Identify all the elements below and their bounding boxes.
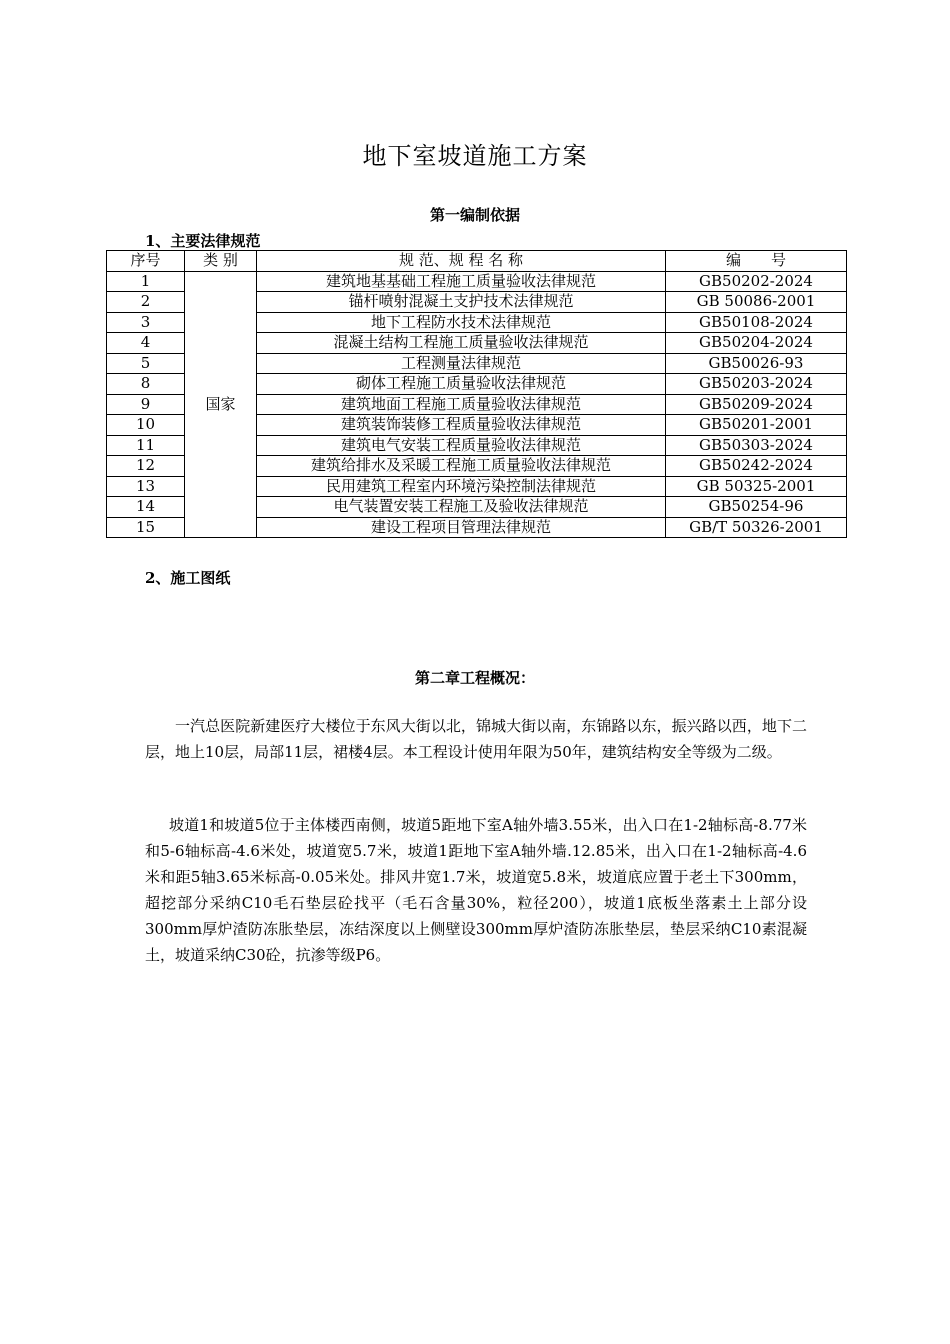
row-number: 14 bbox=[107, 497, 185, 518]
row-number: 10 bbox=[107, 415, 185, 436]
section-1-heading: 1、主要法律规范 bbox=[145, 232, 261, 250]
row-number: 2 bbox=[107, 292, 185, 313]
header-code: 编 号 bbox=[666, 251, 847, 272]
table-body bbox=[107, 271, 847, 538]
regulation-name: 民用建筑工程室内环境污染控制法律规范 bbox=[257, 476, 666, 497]
page-title: 地下室坡道施工方案 bbox=[362, 142, 588, 170]
regulation-name: 工程测量法律规范 bbox=[257, 353, 666, 374]
regulation-code: GB50203-2024 bbox=[666, 374, 847, 395]
regulation-name: 砌体工程施工质量验收法律规范 bbox=[257, 374, 666, 395]
table-header-row bbox=[107, 251, 847, 272]
row-number: 12 bbox=[107, 456, 185, 477]
category-cell: 国家 bbox=[185, 271, 257, 538]
regulation-name: 建筑给排水及采暖工程施工质量验收法律规范 bbox=[257, 456, 666, 477]
section-2-heading: 2、施工图纸 bbox=[145, 569, 231, 587]
row-number: 13 bbox=[107, 476, 185, 497]
regulation-name: 锚杆喷射混凝土支护技术法律规范 bbox=[257, 292, 666, 313]
row-number: 9 bbox=[107, 394, 185, 415]
regulation-code: GB50026-93 bbox=[666, 353, 847, 374]
row-number: 4 bbox=[107, 333, 185, 354]
regulation-code: GB50303-2024 bbox=[666, 435, 847, 456]
header-name: 规 范、规 程 名 称 bbox=[257, 251, 666, 272]
overview-paragraph-2: 坡道1和坡道5位于主体楼西南侧，坡道5距地下室A轴外墙3.55米，出入口在1-2轴标高-8.77米和5-6轴标高-4.6米处，坡道宽5.7米，坡道1距地下室A轴外墙.12.85米，出入口在1-2轴标高-4.6米和距5轴3.65米标高-0.05米处。排风井宽1.7米，坡道宽5.8米，坡道底应置于老土下300mm，超挖部分采纳C10毛石垫层砼找平（毛石含量30%，粒径200），坡道1底板坐落素土上部分设300mm厚炉渣防冻胀垫层，冻结深度以上侧壁设300mm厚炉渣防冻胀垫层，垫层采纳C10素混凝土，坡道采纳C30砼，抗渗等级P6。 bbox=[145, 816, 807, 964]
row-number: 15 bbox=[107, 517, 185, 538]
regulation-code: GB 50325-2001 bbox=[666, 476, 847, 497]
regulation-name: 地下工程防水技术法律规范 bbox=[257, 312, 666, 333]
row-number: 11 bbox=[107, 435, 185, 456]
regulation-name: 建筑地基基础工程施工质量验收法律规范 bbox=[257, 271, 666, 292]
regulation-name: 建筑地面工程施工质量验收法律规范 bbox=[257, 394, 666, 415]
header-category: 类 别 bbox=[185, 251, 257, 272]
regulation-code: GB50209-2024 bbox=[666, 394, 847, 415]
header-no: 序号 bbox=[107, 251, 185, 272]
regulation-code: GB50202-2024 bbox=[666, 271, 847, 292]
regulation-code: GB50254-96 bbox=[666, 497, 847, 518]
regulations-table bbox=[106, 250, 847, 538]
row-number: 8 bbox=[107, 374, 185, 395]
regulation-code: GB50242-2024 bbox=[666, 456, 847, 477]
chapter-2-heading: 第二章工程概况： bbox=[414, 669, 535, 687]
regulation-name: 建设工程项目管理法律规范 bbox=[257, 517, 666, 538]
overview-paragraph-1: 一汽总医院新建医疗大楼位于东风大街以北，锦城大街以南，东锦路以东，振兴路以西，地下二层，地上10层，局部11层，裙楼4层。本工程设计使用年限为50年，建筑结构安全等级为二级。 bbox=[145, 717, 807, 761]
regulation-code: GB50201-2001 bbox=[666, 415, 847, 436]
regulation-code: GB/T 50326-2001 bbox=[666, 517, 847, 538]
regulation-code: GB50108-2024 bbox=[666, 312, 847, 333]
regulation-name: 建筑电气安装工程质量验收法律规范 bbox=[257, 435, 666, 456]
chapter-1-heading: 第一编制依据 bbox=[429, 206, 520, 224]
regulation-name: 建筑装饰装修工程质量验收法律规范 bbox=[257, 415, 666, 436]
regulation-name: 混凝土结构工程施工质量验收法律规范 bbox=[257, 333, 666, 354]
row-number: 1 bbox=[107, 271, 185, 292]
regulation-code: GB 50086-2001 bbox=[666, 292, 847, 313]
regulation-code: GB50204-2024 bbox=[666, 333, 847, 354]
row-number: 3 bbox=[107, 312, 185, 333]
regulation-name: 电气装置安装工程施工及验收法律规范 bbox=[257, 497, 666, 518]
table-row bbox=[107, 271, 847, 292]
row-number: 5 bbox=[107, 353, 185, 374]
